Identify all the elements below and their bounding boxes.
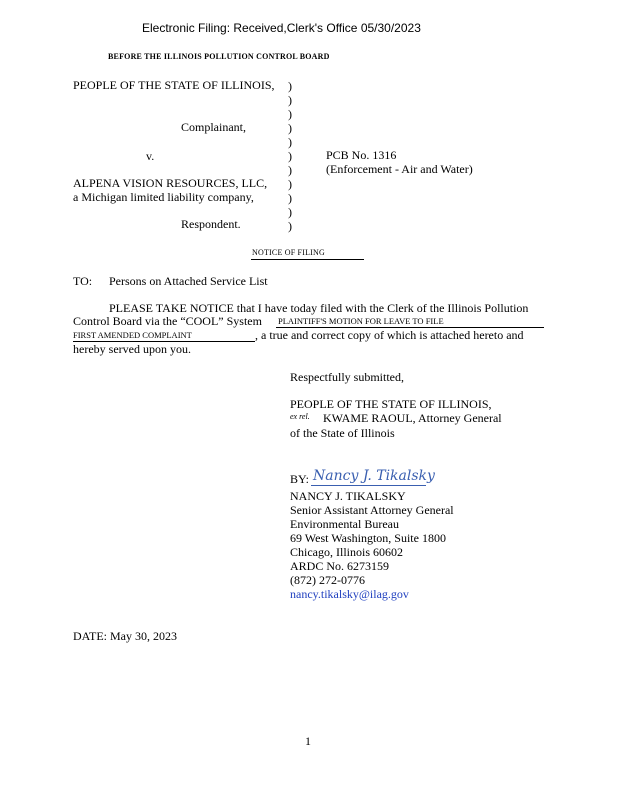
signer-name: NANCY J. TIKALSKY bbox=[290, 489, 406, 503]
defendant-role: Respondent. bbox=[181, 217, 241, 231]
to-label: TO: bbox=[73, 274, 93, 288]
signature-script: Nancy J. Tikalsky bbox=[313, 468, 435, 484]
defendant-description: a Michigan limited liability company, bbox=[73, 190, 254, 204]
notice-title: NOTICE OF FILING bbox=[252, 248, 325, 257]
notice-title-underline bbox=[251, 259, 364, 260]
ex-rel: ex rel. bbox=[290, 412, 310, 421]
plaintiff-name: PEOPLE OF THE STATE OF ILLINOIS, bbox=[73, 78, 275, 92]
to-value: Persons on Attached Service List bbox=[109, 274, 268, 288]
address-line-2: Chicago, Illinois 60602 bbox=[290, 545, 403, 559]
signature-underline bbox=[311, 485, 426, 486]
notice-body-line-4: hereby served upon you. bbox=[73, 342, 191, 356]
notice-body-line-2: Control Board via the “COOL” System bbox=[73, 314, 262, 328]
caption-paren: ) bbox=[288, 163, 292, 177]
caption-paren: ) bbox=[288, 135, 292, 149]
caption-paren: ) bbox=[288, 205, 292, 219]
caption-paren: ) bbox=[288, 121, 292, 135]
signer-title: Senior Assistant Attorney General bbox=[290, 503, 454, 517]
address-line-1: 69 West Washington, Suite 1800 bbox=[290, 531, 446, 545]
attorney-general-state: of the State of Illinois bbox=[290, 426, 395, 440]
email-link[interactable]: nancy.tikalsky@ilag.gov bbox=[290, 587, 409, 601]
notice-body-line-1: PLEASE TAKE NOTICE that I have today filed with the Clerk of the Illinois Pollution bbox=[109, 301, 529, 315]
closing: Respectfully submitted, bbox=[290, 370, 404, 384]
document-title-part-2: FIRST AMENDED COMPLAINT bbox=[73, 330, 192, 340]
caption-paren: ) bbox=[288, 107, 292, 121]
caption-paren: ) bbox=[288, 219, 292, 233]
caption-paren: ) bbox=[288, 177, 292, 191]
case-number: PCB No. 1316 bbox=[326, 148, 397, 162]
versus: v. bbox=[146, 149, 155, 163]
by-label: BY: bbox=[290, 472, 309, 486]
date-line: DATE: May 30, 2023 bbox=[73, 629, 177, 643]
board-heading: BEFORE THE ILLINOIS POLLUTION CONTROL BOARD bbox=[108, 52, 330, 61]
caption-paren: ) bbox=[288, 93, 292, 107]
ardc-number: ARDC No. 6273159 bbox=[290, 559, 390, 573]
caption-paren: ) bbox=[288, 79, 292, 93]
filing-stamp: Electronic Filing: Received,Clerk's Office 05/30/2023 bbox=[142, 21, 421, 35]
phone-number: (872) 272-0776 bbox=[290, 573, 365, 587]
plaintiff-role: Complainant, bbox=[181, 120, 246, 134]
case-type: (Enforcement - Air and Water) bbox=[326, 162, 473, 176]
defendant-name: ALPENA VISION RESOURCES, LLC, bbox=[73, 176, 268, 190]
attorney-general-line: KWAME RAOUL, Attorney General bbox=[323, 411, 502, 425]
party-name: PEOPLE OF THE STATE OF ILLINOIS, bbox=[290, 397, 492, 411]
caption-paren: ) bbox=[288, 191, 292, 205]
page-number: 1 bbox=[305, 734, 311, 748]
document-title-part-1: PLAINTIFF'S MOTION FOR LEAVE TO FILE bbox=[278, 316, 444, 326]
notice-body-line-3: , a true and correct copy of which is attached hereto and bbox=[255, 328, 524, 342]
caption-paren: ) bbox=[288, 149, 292, 163]
signer-bureau: Environmental Bureau bbox=[290, 517, 399, 531]
